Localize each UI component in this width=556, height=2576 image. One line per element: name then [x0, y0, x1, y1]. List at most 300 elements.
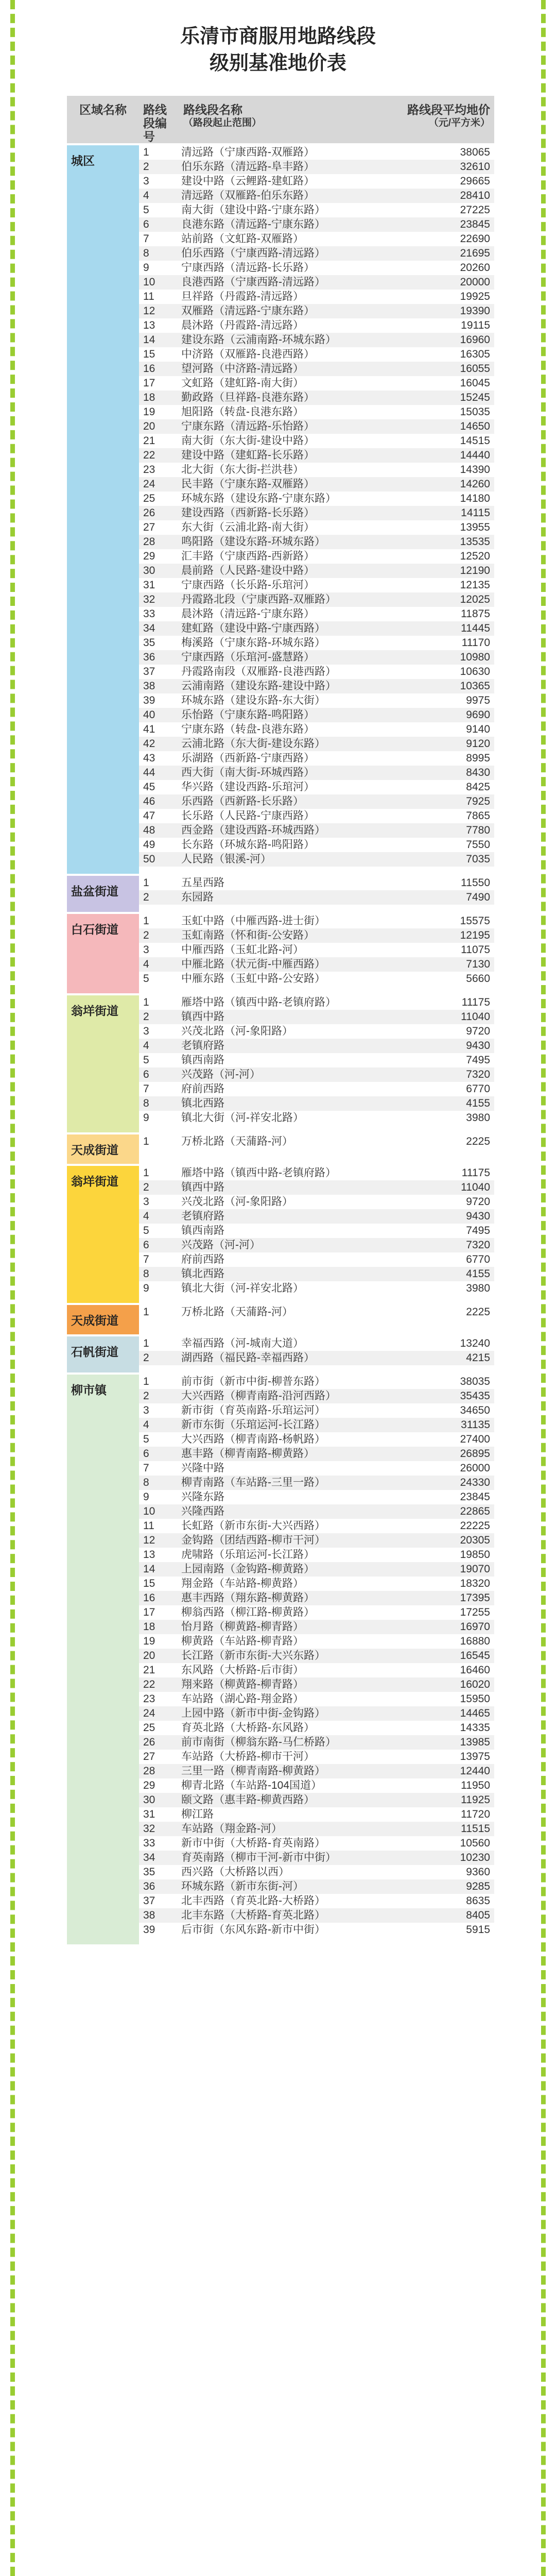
table-row [139, 477, 494, 492]
table-row [139, 876, 494, 890]
road-segment-no: 10 [143, 276, 155, 288]
road-segment-price: 4155 [466, 1268, 490, 1280]
road-segment-price: 8635 [466, 1895, 490, 1907]
table-row [139, 333, 494, 347]
road-segment-no: 17 [143, 1606, 155, 1618]
road-segment-price: 26000 [460, 1462, 490, 1474]
region-section [67, 1132, 494, 1164]
region-label: 天成街道 [67, 1305, 139, 1334]
road-segment-no: 6 [143, 1069, 149, 1080]
road-segment-name: 镇西中路 [181, 1181, 224, 1193]
road-segment-price: 12025 [460, 594, 490, 605]
header-region: 区域名称 [79, 103, 127, 116]
road-segment-name: 车站路（大桥路-柳市干河） [181, 1751, 315, 1762]
road-segment-price: 38065 [460, 146, 490, 158]
table-row [139, 463, 494, 477]
road-segment-no: 31 [143, 1808, 155, 1820]
road-segment-price: 20305 [460, 1534, 490, 1546]
section-spacer [139, 1149, 494, 1156]
region-section [67, 143, 494, 874]
road-segment-price: 11170 [461, 637, 490, 649]
road-segment-no: 1 [143, 1337, 149, 1349]
road-segment-no: 23 [143, 1693, 155, 1705]
section-spacer [139, 905, 494, 912]
road-segment-no: 34 [143, 622, 155, 634]
road-segment-name: 上园南路（金钩路-柳黄路） [181, 1563, 315, 1575]
road-segment-no: 38 [143, 1909, 155, 1921]
table-row [139, 607, 494, 621]
table-row [139, 232, 494, 246]
table-row [139, 1519, 494, 1533]
road-segment-no: 4 [143, 1210, 149, 1222]
road-segment-no: 20 [143, 420, 155, 432]
road-segment-price: 4215 [466, 1352, 490, 1364]
table-row [139, 564, 494, 578]
road-segment-price: 7495 [466, 1225, 490, 1236]
road-segment-price: 7320 [466, 1069, 490, 1080]
road-segment-no: 5 [143, 973, 149, 985]
table-row [139, 203, 494, 217]
road-segment-price: 16880 [460, 1635, 490, 1647]
road-segment-price: 14515 [460, 435, 490, 447]
road-segment-price: 8405 [466, 1909, 490, 1921]
road-segment-name: 老镇府路 [181, 1210, 224, 1222]
table-row [139, 1461, 494, 1476]
table-row [139, 578, 494, 592]
road-segment-name: 建设东路（云浦南路-环城东路） [181, 334, 336, 346]
road-segment-no: 8 [143, 247, 149, 259]
table-row [139, 1053, 494, 1067]
road-segment-name: 宁康东路（转盘-良港东路） [181, 723, 315, 735]
road-segment-name: 惠丰西路（翔东路-柳黄路） [181, 1592, 315, 1604]
road-segment-no: 3 [143, 1404, 149, 1416]
road-segment-no: 44 [143, 767, 155, 778]
region-label: 柳市镇 [67, 1375, 139, 1944]
region-rows [139, 1336, 494, 1372]
road-segment-name: 东风路（大桥路-后市街） [181, 1664, 304, 1676]
road-segment-no: 7 [143, 1462, 149, 1474]
road-segment-price: 11925 [461, 1794, 490, 1806]
road-segment-no: 2 [143, 161, 149, 173]
road-segment-name: 民丰路（宁康东路-双雁路） [181, 478, 315, 490]
region-section [67, 993, 494, 1132]
road-segment-price: 10365 [460, 680, 490, 692]
road-segment-no: 9 [143, 1112, 149, 1124]
road-segment-name: 万桥北路（天蒲路-河） [181, 1136, 293, 1147]
road-segment-price: 19070 [460, 1563, 490, 1575]
road-segment-name: 柳黄路（车站路-柳青路） [181, 1635, 304, 1647]
road-segment-price: 3980 [466, 1282, 490, 1294]
road-segment-no: 7 [143, 1083, 149, 1095]
road-segment-price: 12135 [460, 579, 490, 591]
table-row [139, 1692, 494, 1706]
road-segment-name: 宁康东路（清远路-乐怡路） [181, 420, 315, 432]
road-segment-no: 8 [143, 1097, 149, 1109]
road-segment-name: 环城东路（建设东路-宁康东路） [181, 493, 336, 504]
road-segment-name: 西兴路（大桥路以西） [181, 1866, 289, 1878]
road-segment-price: 14115 [461, 507, 490, 519]
road-segment-price: 17255 [460, 1606, 490, 1618]
road-segment-price: 8430 [466, 767, 490, 778]
road-segment-name: 中雁东路（玉虹中路-公安路） [181, 973, 325, 985]
road-segment-no: 26 [143, 507, 155, 519]
road-segment-price: 22865 [460, 1505, 490, 1517]
road-segment-no: 1 [143, 1376, 149, 1387]
road-segment-no: 7 [143, 233, 149, 245]
road-segment-price: 11175 [461, 996, 490, 1008]
table-row [139, 1305, 494, 1319]
road-segment-name: 环城东路（建设东路-东大街） [181, 694, 325, 706]
road-segment-name: 翔金路（车站路-柳黄路） [181, 1578, 304, 1589]
table-row [139, 448, 494, 463]
table-row [139, 708, 494, 722]
table-row [139, 1822, 494, 1836]
table-row [139, 1336, 494, 1351]
road-segment-name: 建虹路（建设中路-宁康西路） [181, 622, 325, 634]
road-segment-price: 20000 [460, 276, 490, 288]
road-segment-no: 45 [143, 781, 155, 793]
road-segment-no: 23 [143, 464, 155, 476]
table-row [139, 1490, 494, 1504]
road-segment-name: 兴茂北路（河-象阳路） [181, 1025, 293, 1037]
region-rows [139, 914, 494, 993]
road-segment-price: 19390 [460, 305, 490, 317]
table-row [139, 1894, 494, 1908]
road-segment-name: 望河路（中济路-清远路） [181, 363, 304, 375]
header-name-main: 路线段名称 [183, 103, 242, 116]
road-segment-name: 人民路（银溪-河） [181, 853, 271, 865]
table-row [139, 957, 494, 972]
road-segment-no: 30 [143, 1794, 155, 1806]
region-rows [139, 1305, 494, 1334]
road-segment-no: 33 [143, 608, 155, 620]
road-segment-no: 2 [143, 1011, 149, 1023]
road-segment-price: 9720 [466, 1025, 490, 1037]
table-row [139, 535, 494, 549]
road-segment-price: 22225 [460, 1520, 490, 1532]
road-segment-no: 19 [143, 1635, 155, 1647]
road-segment-no: 22 [143, 1679, 155, 1690]
table-row [139, 1134, 494, 1149]
road-segment-price: 14260 [460, 478, 490, 490]
road-segment-price: 13955 [460, 521, 490, 533]
road-segment-name: 建设中路（云鲤路-建虹路） [181, 175, 315, 187]
road-segment-price: 9120 [466, 738, 490, 750]
road-segment-name: 新市中街（大桥路-育英南路） [181, 1837, 325, 1849]
road-segment-price: 7320 [466, 1239, 490, 1251]
road-segment-name: 建设中路（建虹路-长乐路） [181, 449, 315, 461]
road-segment-no: 41 [143, 723, 155, 735]
road-segment-price: 15035 [460, 406, 490, 418]
table-row [139, 1351, 494, 1365]
road-segment-no: 46 [143, 795, 155, 807]
road-segment-no: 26 [143, 1736, 155, 1748]
table-row [139, 1209, 494, 1224]
road-segment-price: 11720 [461, 1808, 490, 1820]
road-segment-price: 10980 [460, 651, 490, 663]
road-segment-name: 湖西路（福民路-幸福西路） [181, 1352, 315, 1364]
road-segment-name: 清远路（宁康西路-双雁路） [181, 146, 315, 158]
road-segment-name: 老镇府路 [181, 1040, 224, 1052]
road-segment-no: 33 [143, 1837, 155, 1849]
table-row [139, 995, 494, 1010]
road-segment-no: 24 [143, 478, 155, 490]
road-segment-price: 19850 [460, 1549, 490, 1561]
table-row [139, 1082, 494, 1096]
table-row [139, 1039, 494, 1053]
road-segment-price: 16545 [460, 1650, 490, 1662]
road-segment-name: 兴隆东路 [181, 1491, 224, 1503]
road-segment-name: 府前西路 [181, 1253, 224, 1265]
table-header [67, 96, 494, 143]
road-segment-name: 汇丰路（宁康西路-西新路） [181, 550, 315, 562]
road-segment-name: 上园中路（新市中街-金钩路） [181, 1707, 325, 1719]
road-segment-name: 丹霞路北段（宁康西路-双雁路） [181, 594, 336, 605]
road-segment-price: 16960 [460, 334, 490, 346]
road-segment-name: 北丰东路（大桥路-育英北路） [181, 1909, 325, 1921]
road-segment-name: 西大街（南大街-环城西路） [181, 767, 315, 778]
table-row [139, 1548, 494, 1562]
table-row [139, 1403, 494, 1418]
road-segment-name: 车站路（翔金路-河） [181, 1823, 282, 1835]
road-segment-price: 22690 [460, 233, 490, 245]
region-rows [139, 1375, 494, 1944]
table-row [139, 1432, 494, 1447]
table-row [139, 693, 494, 708]
table-row [139, 304, 494, 318]
page-title-line1: 乐清市商服用地路线段 [180, 26, 376, 47]
road-segment-name: 良港东路（清远路-宁康东路） [181, 218, 325, 230]
road-segment-price: 6770 [466, 1253, 490, 1265]
road-segment-name: 文虹路（建虹路-南大街） [181, 377, 304, 389]
road-segment-no: 9 [143, 1282, 149, 1294]
road-segment-name: 北大街（东大街-拦洪巷） [181, 464, 304, 476]
road-segment-no: 3 [143, 175, 149, 187]
road-segment-price: 28410 [460, 190, 490, 201]
table-row [139, 419, 494, 434]
table-row [139, 1807, 494, 1822]
right-dashed-border [541, 0, 546, 2576]
region-label: 翁垟街道 [67, 995, 139, 1132]
table-row [139, 1663, 494, 1677]
road-segment-price: 11175 [461, 1167, 490, 1179]
road-segment-price: 19115 [461, 319, 490, 331]
road-segment-no: 1 [143, 877, 149, 889]
road-segment-no: 15 [143, 348, 155, 360]
table-row [139, 823, 494, 838]
road-segment-price: 8425 [466, 781, 490, 793]
region-section [67, 912, 494, 993]
road-segment-name: 镇北大街（河-祥安北路） [181, 1112, 304, 1124]
table-row [139, 174, 494, 189]
road-segment-no: 5 [143, 1054, 149, 1066]
region-section [67, 1372, 494, 1944]
road-segment-price: 23845 [460, 1491, 490, 1503]
table-row [139, 1238, 494, 1252]
road-segment-no: 2 [143, 1352, 149, 1364]
table-row [139, 1447, 494, 1461]
road-segment-name: 兴茂北路（河-象阳路） [181, 1196, 293, 1208]
road-segment-price: 11950 [461, 1780, 490, 1791]
table-row [139, 1577, 494, 1591]
road-segment-no: 39 [143, 694, 155, 706]
road-segment-name: 万桥北路（天蒲路-河） [181, 1306, 293, 1318]
road-segment-name: 伯乐西路（宁康西路-清远路） [181, 247, 325, 259]
table-row [139, 1195, 494, 1209]
table-row [139, 943, 494, 957]
road-segment-name: 旭阳路（转盘-良港东路） [181, 406, 304, 418]
table-row [139, 1879, 494, 1894]
table-row [139, 160, 494, 174]
table-row [139, 1562, 494, 1577]
road-segment-price: 2225 [466, 1306, 490, 1318]
road-segment-no: 11 [143, 291, 154, 302]
road-segment-name: 虎啸路（乐琯运河-长江路） [181, 1549, 315, 1561]
road-segment-price: 34650 [460, 1404, 490, 1416]
road-segment-name: 北丰西路（育英北路-大桥路） [181, 1895, 325, 1907]
road-segment-name: 鸣阳路（建设东路-环城东路） [181, 536, 325, 548]
road-segment-name: 镇西南路 [181, 1054, 224, 1066]
road-segment-name: 晨沐路（丹霞路-清远路） [181, 319, 304, 331]
road-segment-price: 10560 [460, 1837, 490, 1849]
road-segment-no: 6 [143, 1239, 149, 1251]
road-segment-no: 21 [143, 435, 155, 447]
road-segment-no: 2 [143, 1390, 149, 1402]
road-segment-price: 4155 [466, 1097, 490, 1109]
table-row [139, 347, 494, 362]
road-segment-no: 16 [143, 363, 155, 375]
road-segment-price: 11875 [461, 608, 490, 620]
road-segment-name: 站前路（文虹路-双雁路） [181, 233, 304, 245]
road-segment-price: 9360 [466, 1866, 490, 1878]
table-row [139, 1706, 494, 1721]
road-segment-no: 27 [143, 1751, 155, 1762]
road-segment-name: 兴隆西路 [181, 1505, 224, 1517]
table-row [139, 679, 494, 693]
region-rows [139, 1166, 494, 1303]
road-segment-name: 颐文路（惠丰路-柳黄西路） [181, 1794, 315, 1806]
table-row [139, 1793, 494, 1807]
road-segment-no: 13 [143, 319, 155, 331]
region-rows [139, 876, 494, 912]
road-segment-no: 11 [143, 1520, 154, 1532]
table-row [139, 506, 494, 520]
table-row [139, 1533, 494, 1548]
road-segment-name: 华兴路（建设西路-乐琯河） [181, 781, 315, 793]
road-segment-name: 宁康西路（乐琯河-盛慧路） [181, 651, 315, 663]
road-segment-no: 42 [143, 738, 155, 750]
road-segment-no: 39 [143, 1924, 155, 1936]
road-segment-name: 镇北西路 [181, 1268, 224, 1280]
table-body [67, 143, 494, 1944]
road-segment-price: 16305 [460, 348, 490, 360]
table-row [139, 1923, 494, 1937]
road-segment-no: 6 [143, 218, 149, 230]
table-row [139, 928, 494, 943]
road-segment-price: 14440 [460, 449, 490, 461]
road-segment-no: 5 [143, 1225, 149, 1236]
road-segment-no: 29 [143, 1780, 155, 1791]
road-segment-no: 28 [143, 1765, 155, 1777]
road-segment-name: 乐西路（西新路-长乐路） [181, 795, 304, 807]
road-segment-price: 12440 [460, 1765, 490, 1777]
road-segment-price: 9430 [466, 1210, 490, 1222]
road-segment-price: 12190 [460, 565, 490, 577]
road-segment-name: 后市街（东风东路-新市中街） [181, 1924, 325, 1936]
road-segment-no: 14 [143, 1563, 155, 1575]
road-segment-no: 38 [143, 680, 155, 692]
road-segment-no: 3 [143, 944, 149, 956]
table-row [139, 1180, 494, 1195]
table-row [139, 1591, 494, 1605]
road-segment-no: 3 [143, 1196, 149, 1208]
table-row [139, 722, 494, 737]
table-row [139, 405, 494, 419]
header-price [370, 96, 494, 143]
table-row [139, 1267, 494, 1281]
table-row [139, 794, 494, 809]
road-segment-no: 36 [143, 1880, 155, 1892]
table-row [139, 751, 494, 766]
road-segment-name: 车站路（湖心路-翔金路） [181, 1693, 304, 1705]
road-segment-no: 30 [143, 565, 155, 577]
road-segment-name: 怡月路（柳黄路-柳青路） [181, 1621, 304, 1633]
table-row [139, 217, 494, 232]
road-segment-no: 4 [143, 1040, 149, 1052]
road-segment-no: 25 [143, 493, 155, 504]
road-segment-no: 7 [143, 1253, 149, 1265]
road-segment-price: 12520 [460, 550, 490, 562]
table-row [139, 1735, 494, 1750]
road-segment-name: 南大街（东大街-建设中路） [181, 435, 315, 447]
table-row [139, 1908, 494, 1923]
road-segment-no: 16 [143, 1592, 155, 1604]
road-segment-name: 梅溪路（宁康东路-环城东路） [181, 637, 325, 649]
section-spacer [139, 1365, 494, 1372]
section-spacer [139, 1937, 494, 1944]
section-spacer [139, 1125, 494, 1132]
table-row [139, 838, 494, 852]
table-row [139, 1851, 494, 1865]
table-row [139, 1865, 494, 1879]
table-row [139, 1677, 494, 1692]
road-segment-price: 16020 [460, 1679, 490, 1690]
road-segment-no: 1 [143, 915, 149, 927]
road-segment-price: 18320 [460, 1578, 490, 1589]
region-label: 白石街道 [67, 914, 139, 993]
table-row [139, 650, 494, 665]
road-segment-no: 32 [143, 1823, 155, 1835]
header-no: 路线段编号 [143, 103, 167, 143]
road-segment-name: 长江路（新市东街-大兴东路） [181, 1650, 325, 1662]
road-segment-price: 10630 [460, 666, 490, 677]
road-segment-name: 柳翁西路（柳江路-柳黄路） [181, 1606, 315, 1618]
table-row [139, 492, 494, 506]
road-segment-no: 2 [143, 1181, 149, 1193]
road-segment-no: 35 [143, 637, 155, 649]
road-segment-price: 9690 [466, 709, 490, 721]
road-segment-price: 7035 [466, 853, 490, 865]
region-rows [139, 145, 494, 874]
road-segment-price: 11550 [461, 877, 490, 889]
road-segment-no: 34 [143, 1852, 155, 1863]
table-row [139, 665, 494, 679]
road-segment-price: 27400 [460, 1433, 490, 1445]
road-segment-name: 五星西路 [181, 877, 224, 889]
road-segment-price: 29665 [460, 175, 490, 187]
road-segment-name: 新市东街（乐琯运河-长江路） [181, 1419, 325, 1431]
road-segment-no: 12 [143, 305, 155, 317]
